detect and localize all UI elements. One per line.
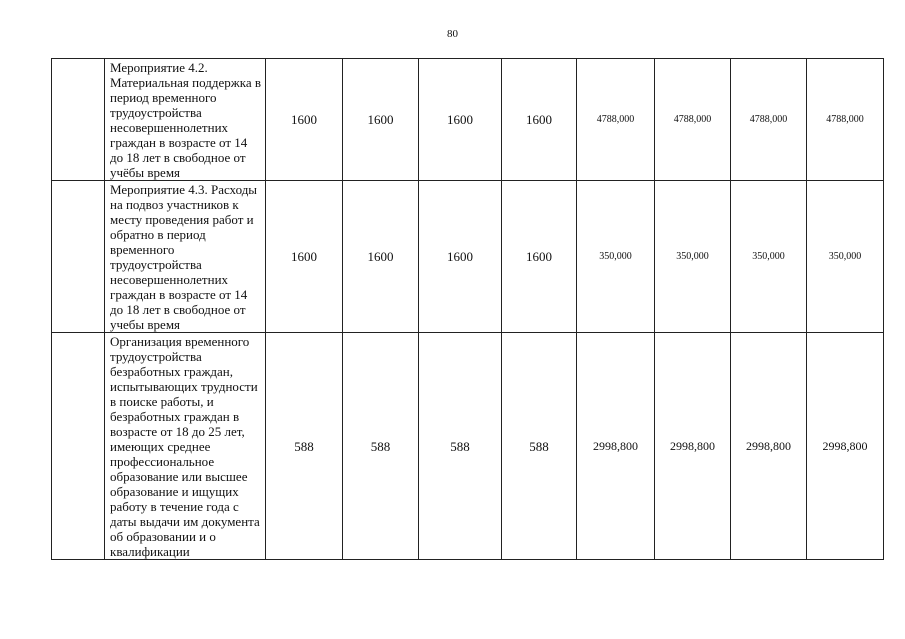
- table-cell-value: 1600: [502, 181, 577, 333]
- table-cell-funding: 4788,000: [731, 59, 807, 181]
- table-cell-value: 1600: [266, 59, 343, 181]
- table-cell-value: 1600: [502, 59, 577, 181]
- table-cell-funding: 350,000: [577, 181, 655, 333]
- table-cell-funding: 2998,800: [655, 333, 731, 560]
- table-cell-value: 588: [502, 333, 577, 560]
- table-cell-value: 1600: [419, 59, 502, 181]
- page-number: 80: [447, 28, 458, 40]
- table-row: [52, 59, 884, 181]
- table-cell-funding: 4788,000: [807, 59, 884, 181]
- table-cell-funding: 2998,800: [577, 333, 655, 560]
- table-cell-description: Мероприятие 4.3. Расходы на подвоз участников к месту проведения работ и обратно в период временного трудоустройства несовершеннолетних граждан в возрасте от 14 до 18 лет в свободное от учебы время: [105, 181, 266, 333]
- table-cell-funding: 4788,000: [655, 59, 731, 181]
- table-cell-funding: 350,000: [807, 181, 884, 333]
- table-cell-funding: 350,000: [731, 181, 807, 333]
- table-cell-blank: [52, 59, 105, 181]
- table-cell-description: Организация временного трудоустройства безработных граждан, испытывающих трудности в поиске работы, и безработных граждан в возрасте от 18 до 25 лет, имеющих среднее профессиональное образование или высшее образование и ищущих работу в течение года с даты выдачи им документа об образовании и о квалификации: [105, 333, 266, 560]
- table-cell-value: 1600: [266, 181, 343, 333]
- table-cell-value: 1600: [343, 59, 419, 181]
- budget-table: [51, 58, 884, 560]
- table-cell-value: 1600: [419, 181, 502, 333]
- table-cell-value: 588: [343, 333, 419, 560]
- table-cell-value: 588: [266, 333, 343, 560]
- table-cell-value: 588: [419, 333, 502, 560]
- table-cell-blank: [52, 333, 105, 560]
- table-cell-value: 1600: [343, 181, 419, 333]
- table-cell-description: Мероприятие 4.2. Материальная поддержка в период временного трудоустройства несовершеннолетних граждан в возрасте от 14 до 18 лет в свободное от учёбы время: [105, 59, 266, 181]
- table-cell-funding: 350,000: [655, 181, 731, 333]
- table-row: [52, 333, 884, 560]
- table-cell-funding: 2998,800: [731, 333, 807, 560]
- table-cell-funding: 2998,800: [807, 333, 884, 560]
- table-cell-blank: [52, 181, 105, 333]
- table-cell-funding: 4788,000: [577, 59, 655, 181]
- table-row: [52, 181, 884, 333]
